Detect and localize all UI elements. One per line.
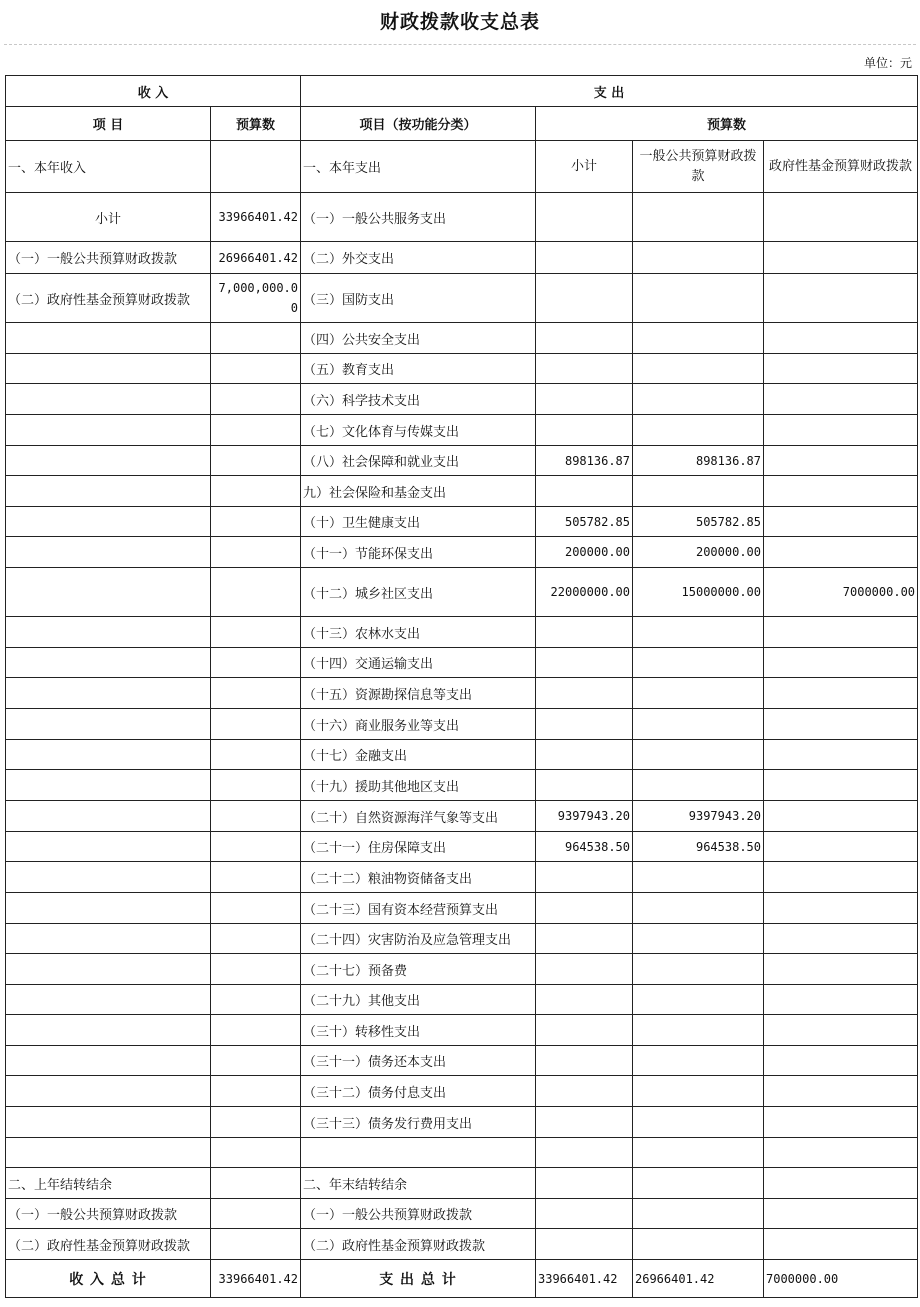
- table-row: [6, 924, 918, 954]
- income-item-cell: 一、本年收入: [6, 141, 211, 193]
- gov-fund-cell: [764, 323, 918, 354]
- general-budget-cell: [633, 678, 764, 709]
- table-row: [6, 1138, 918, 1168]
- general-budget-cell: [633, 274, 764, 323]
- income-item-cell: （一）一般公共预算财政拨款: [6, 242, 211, 274]
- table-row: [6, 1168, 918, 1199]
- subtotal-cell: [536, 384, 633, 415]
- income-item-cell: [6, 1138, 211, 1168]
- income-item-cell: [6, 1015, 211, 1046]
- gov-fund-cell: [764, 832, 918, 862]
- expense-item-cell: （十五）资源勘探信息等支出: [301, 678, 536, 709]
- expense-total-general: 26966401.42: [633, 1260, 764, 1298]
- table-row: [6, 832, 918, 862]
- income-value-cell: [211, 384, 301, 415]
- income-value-cell: 33966401.42: [211, 193, 301, 242]
- general-budget-cell: [633, 709, 764, 740]
- gov-fund-cell: [764, 476, 918, 507]
- income-item-cell: 小计: [6, 193, 211, 242]
- expense-item-cell: （二）政府性基金预算财政拨款: [301, 1229, 536, 1260]
- income-total-value: 33966401.42: [211, 1260, 301, 1298]
- subtotal-cell: 200000.00: [536, 537, 633, 568]
- income-value-cell: [211, 354, 301, 384]
- table-row: [6, 801, 918, 832]
- gov-fund-cell: 7000000.00: [764, 568, 918, 617]
- income-item-cell: [6, 801, 211, 832]
- income-item-cell: （一）一般公共预算财政拨款: [6, 1199, 211, 1229]
- general-budget-cell: [633, 954, 764, 985]
- expense-item-cell: （一）一般公共服务支出: [301, 193, 536, 242]
- table-row: [6, 862, 918, 893]
- subtotal-cell: [536, 740, 633, 770]
- totals-row: [6, 1260, 918, 1298]
- subtotal-cell: [536, 1046, 633, 1076]
- income-value-cell: [211, 476, 301, 507]
- expense-item-cell: （三十一）债务还本支出: [301, 1046, 536, 1076]
- income-value-cell: [211, 648, 301, 678]
- gov-fund-cell: [764, 537, 918, 568]
- gov-fund-cell: [764, 274, 918, 323]
- gov-fund-cell: [764, 709, 918, 740]
- general-budget-cell: [633, 985, 764, 1015]
- income-item-cell: （二）政府性基金预算财政拨款: [6, 1229, 211, 1260]
- income-value-cell: [211, 1015, 301, 1046]
- subtotal-cell: [536, 274, 633, 323]
- income-value-cell: [211, 1076, 301, 1107]
- general-budget-cell: [633, 740, 764, 770]
- income-value-cell: [211, 537, 301, 568]
- expense-item-cell: （二十二）粮油物资储备支出: [301, 862, 536, 893]
- expense-total-fund: 7000000.00: [764, 1260, 918, 1298]
- gov-fund-cell: [764, 770, 918, 801]
- gov-fund-cell: [764, 354, 918, 384]
- table-row: [6, 242, 918, 274]
- income-item-cell: [6, 507, 211, 537]
- general-budget-cell: [633, 1229, 764, 1260]
- subtotal-cell: [536, 1229, 633, 1260]
- table-row: [6, 476, 918, 507]
- income-item-cell: [6, 862, 211, 893]
- general-budget-cell: [633, 384, 764, 415]
- expense-header: 支 出: [301, 76, 918, 107]
- subtotal-cell: [536, 1076, 633, 1107]
- income-item-cell: [6, 476, 211, 507]
- general-budget-cell: [633, 862, 764, 893]
- income-value-cell: [211, 678, 301, 709]
- general-budget-cell: [633, 193, 764, 242]
- income-value-cell: [211, 862, 301, 893]
- subtotal-cell: [536, 1138, 633, 1168]
- subtotal-cell: [536, 1199, 633, 1229]
- general-budget-cell: [633, 1076, 764, 1107]
- income-value-cell: [211, 1229, 301, 1260]
- income-item-cell: [6, 1076, 211, 1107]
- gov-fund-cell: [764, 384, 918, 415]
- expense-item-cell: （三十三）债务发行费用支出: [301, 1107, 536, 1138]
- budget-header-2: 预算数: [536, 107, 918, 141]
- income-item-cell: [6, 384, 211, 415]
- income-item-cell: [6, 893, 211, 924]
- general-budget-cell: [633, 648, 764, 678]
- general-budget-cell: [633, 1107, 764, 1138]
- expense-item-cell: 一、本年支出: [301, 141, 536, 193]
- gov-fund-cell: [764, 862, 918, 893]
- income-item-cell: [6, 678, 211, 709]
- gov-fund-header: 政府性基金预算财政拨款: [764, 141, 918, 193]
- expense-item-cell: （二）外交支出: [301, 242, 536, 274]
- subtotal-cell: [536, 1015, 633, 1046]
- general-budget-cell: 15000000.00: [633, 568, 764, 617]
- gov-fund-cell: [764, 415, 918, 446]
- gov-fund-cell: [764, 1138, 918, 1168]
- gov-fund-cell: [764, 193, 918, 242]
- income-item-cell: [6, 323, 211, 354]
- subtotal-cell: [536, 242, 633, 274]
- income-item-cell: [6, 740, 211, 770]
- expense-item-cell: 二、年末结转结余: [301, 1168, 536, 1199]
- gov-fund-cell: [764, 678, 918, 709]
- income-item-cell: [6, 1107, 211, 1138]
- gov-fund-cell: [764, 954, 918, 985]
- income-value-cell: [211, 141, 301, 193]
- table-row: [6, 893, 918, 924]
- general-budget-cell: [633, 354, 764, 384]
- general-budget-cell: [633, 415, 764, 446]
- income-item-cell: [6, 985, 211, 1015]
- income-item-cell: [6, 446, 211, 476]
- table-row: [6, 1015, 918, 1046]
- gov-fund-cell: [764, 893, 918, 924]
- subtotal-cell: [536, 954, 633, 985]
- general-budget-cell: [633, 323, 764, 354]
- gov-fund-cell: [764, 1107, 918, 1138]
- subtotal-cell: 505782.85: [536, 507, 633, 537]
- subtotal-cell: 898136.87: [536, 446, 633, 476]
- expense-item-cell: （七）文化体育与传媒支出: [301, 415, 536, 446]
- gov-fund-cell: [764, 985, 918, 1015]
- income-item-cell: （二）政府性基金预算财政拨款: [6, 274, 211, 323]
- general-budget-cell: [633, 242, 764, 274]
- subtotal-cell: 9397943.20: [536, 801, 633, 832]
- expense-item-cell: （三十二）债务付息支出: [301, 1076, 536, 1107]
- income-value-cell: [211, 507, 301, 537]
- expense-item-cell: （三十）转移性支出: [301, 1015, 536, 1046]
- general-budget-cell: 964538.50: [633, 832, 764, 862]
- table-row: [6, 141, 918, 193]
- general-budget-cell: 505782.85: [633, 507, 764, 537]
- subtotal-cell: [536, 476, 633, 507]
- gov-fund-cell: [764, 1076, 918, 1107]
- income-item-cell: [6, 924, 211, 954]
- table-row: [6, 446, 918, 476]
- income-value-cell: 26966401.42: [211, 242, 301, 274]
- income-item-cell: [6, 537, 211, 568]
- gov-fund-cell: [764, 924, 918, 954]
- gov-fund-cell: [764, 446, 918, 476]
- gov-fund-cell: [764, 648, 918, 678]
- table-row: [6, 507, 918, 537]
- gov-fund-cell: [764, 801, 918, 832]
- general-budget-cell: [633, 476, 764, 507]
- subtotal-cell: [536, 354, 633, 384]
- subtotal-cell: [536, 924, 633, 954]
- table-row: [6, 193, 918, 242]
- expense-item-cell: （二十一）住房保障支出: [301, 832, 536, 862]
- expense-item-cell: （六）科学技术支出: [301, 384, 536, 415]
- general-budget-cell: 9397943.20: [633, 801, 764, 832]
- table-row: [6, 537, 918, 568]
- expense-item-cell: （十四）交通运输支出: [301, 648, 536, 678]
- general-budget-cell: 200000.00: [633, 537, 764, 568]
- expense-item-cell: （十二）城乡社区支出: [301, 568, 536, 617]
- income-value-cell: [211, 323, 301, 354]
- subtotal-cell: [536, 862, 633, 893]
- subtotal-cell: [536, 617, 633, 648]
- gov-fund-cell: [764, 242, 918, 274]
- income-value-cell: [211, 1107, 301, 1138]
- income-total-label: 收 入 总 计: [6, 1260, 211, 1298]
- general-budget-cell: [633, 1168, 764, 1199]
- gov-fund-cell: [764, 740, 918, 770]
- expense-item-cell: （二十七）预备费: [301, 954, 536, 985]
- income-value-cell: [211, 617, 301, 648]
- table-row: [6, 1107, 918, 1138]
- general-budget-cell: 898136.87: [633, 446, 764, 476]
- general-budget-cell: [633, 924, 764, 954]
- income-value-cell: [211, 446, 301, 476]
- table-row: [6, 740, 918, 770]
- table-row: [6, 985, 918, 1015]
- subtotal-cell: [536, 193, 633, 242]
- table-row: [6, 678, 918, 709]
- income-value-cell: [211, 893, 301, 924]
- income-item-cell: [6, 415, 211, 446]
- general-budget-cell: [633, 770, 764, 801]
- income-value-cell: [211, 1046, 301, 1076]
- general-budget-cell: [633, 893, 764, 924]
- subtotal-cell: [536, 770, 633, 801]
- income-value-cell: [211, 985, 301, 1015]
- gov-fund-cell: [764, 1015, 918, 1046]
- expense-item-cell: （十九）援助其他地区支出: [301, 770, 536, 801]
- gov-fund-cell: [764, 1199, 918, 1229]
- income-item-cell: [6, 617, 211, 648]
- table-row: [6, 274, 918, 323]
- income-item-cell: [6, 1046, 211, 1076]
- income-value-cell: [211, 740, 301, 770]
- general-budget-cell: [633, 1138, 764, 1168]
- subtotal-cell: [536, 893, 633, 924]
- gov-fund-cell: [764, 1168, 918, 1199]
- income-value-cell: [211, 1168, 301, 1199]
- unit-label: 单位：元: [863, 56, 912, 70]
- expense-item-cell: （二十四）灾害防治及应急管理支出: [301, 924, 536, 954]
- gov-fund-cell: [764, 507, 918, 537]
- expense-total-label: 支 出 总 计: [301, 1260, 536, 1298]
- income-value-cell: [211, 924, 301, 954]
- table-row: [6, 415, 918, 446]
- expense-item-cell: （一）一般公共预算财政拨款: [301, 1199, 536, 1229]
- expense-item-cell: （三）国防支出: [301, 274, 536, 323]
- expense-item-cell: （四）公共安全支出: [301, 323, 536, 354]
- table-row: [6, 354, 918, 384]
- expense-item-cell: （十三）农林水支出: [301, 617, 536, 648]
- general-budget-cell: [633, 617, 764, 648]
- general-budget-cell: [633, 1199, 764, 1229]
- table-row: [6, 617, 918, 648]
- expense-item-cell: （十一）节能环保支出: [301, 537, 536, 568]
- income-item-cell: 二、上年结转结余: [6, 1168, 211, 1199]
- income-item-cell: [6, 770, 211, 801]
- budget-header: 预算数: [211, 107, 301, 141]
- subtotal-cell: [536, 985, 633, 1015]
- expense-item-cell: （二十）自然资源海洋气象等支出: [301, 801, 536, 832]
- income-item-cell: [6, 709, 211, 740]
- income-value-cell: [211, 1199, 301, 1229]
- table-row: [6, 323, 918, 354]
- expense-item-cell: （十七）金融支出: [301, 740, 536, 770]
- table-row: [6, 384, 918, 415]
- item-header: 项 目: [6, 107, 211, 141]
- income-item-cell: [6, 954, 211, 985]
- table-row: [6, 1229, 918, 1260]
- income-item-cell: [6, 832, 211, 862]
- budget-summary-table: [5, 75, 918, 1298]
- table-row: [6, 648, 918, 678]
- subtotal-cell: [536, 709, 633, 740]
- subtotal-cell: [536, 323, 633, 354]
- page-title: 财政拨款收支总表: [379, 11, 540, 33]
- income-value-cell: [211, 709, 301, 740]
- income-value-cell: 7,000,000.00: [211, 274, 301, 323]
- func-item-header: 项目（按功能分类）: [301, 107, 536, 141]
- subtotal-cell: 964538.50: [536, 832, 633, 862]
- expense-item-cell: 九）社会保险和基金支出: [301, 476, 536, 507]
- table-row: [6, 1046, 918, 1076]
- income-value-cell: [211, 1138, 301, 1168]
- subtotal-cell: [536, 415, 633, 446]
- gov-fund-cell: [764, 617, 918, 648]
- income-item-cell: [6, 568, 211, 617]
- expense-item-cell: [301, 1138, 536, 1168]
- income-value-cell: [211, 832, 301, 862]
- subtotal-cell: [536, 1107, 633, 1138]
- table-row: [6, 709, 918, 740]
- gov-fund-cell: [764, 1229, 918, 1260]
- income-value-cell: [211, 954, 301, 985]
- expense-item-cell: （十六）商业服务业等支出: [301, 709, 536, 740]
- income-value-cell: [211, 568, 301, 617]
- general-budget-cell: [633, 1046, 764, 1076]
- subtotal-header: 小计: [536, 141, 633, 193]
- table-row: [6, 954, 918, 985]
- subtotal-cell: [536, 678, 633, 709]
- general-budget-header: 一般公共预算财政拨款: [633, 141, 764, 193]
- expense-total-subtotal: 33966401.42: [536, 1260, 633, 1298]
- table-row: [6, 770, 918, 801]
- expense-item-cell: （二十三）国有资本经营预算支出: [301, 893, 536, 924]
- expense-item-cell: （二十九）其他支出: [301, 985, 536, 1015]
- table-row: [6, 1199, 918, 1229]
- income-value-cell: [211, 801, 301, 832]
- income-header: 收 入: [6, 76, 301, 107]
- general-budget-cell: [633, 1015, 764, 1046]
- income-item-cell: [6, 354, 211, 384]
- income-item-cell: [6, 648, 211, 678]
- gov-fund-cell: [764, 1046, 918, 1076]
- subtotal-cell: [536, 648, 633, 678]
- table-row: [6, 1076, 918, 1107]
- expense-item-cell: （五）教育支出: [301, 354, 536, 384]
- expense-item-cell: （八）社会保障和就业支出: [301, 446, 536, 476]
- expense-item-cell: （十）卫生健康支出: [301, 507, 536, 537]
- income-value-cell: [211, 770, 301, 801]
- subtotal-cell: [536, 1168, 633, 1199]
- table-row: [6, 568, 918, 617]
- income-value-cell: [211, 415, 301, 446]
- subtotal-cell: 22000000.00: [536, 568, 633, 617]
- title-divider: [4, 44, 916, 45]
